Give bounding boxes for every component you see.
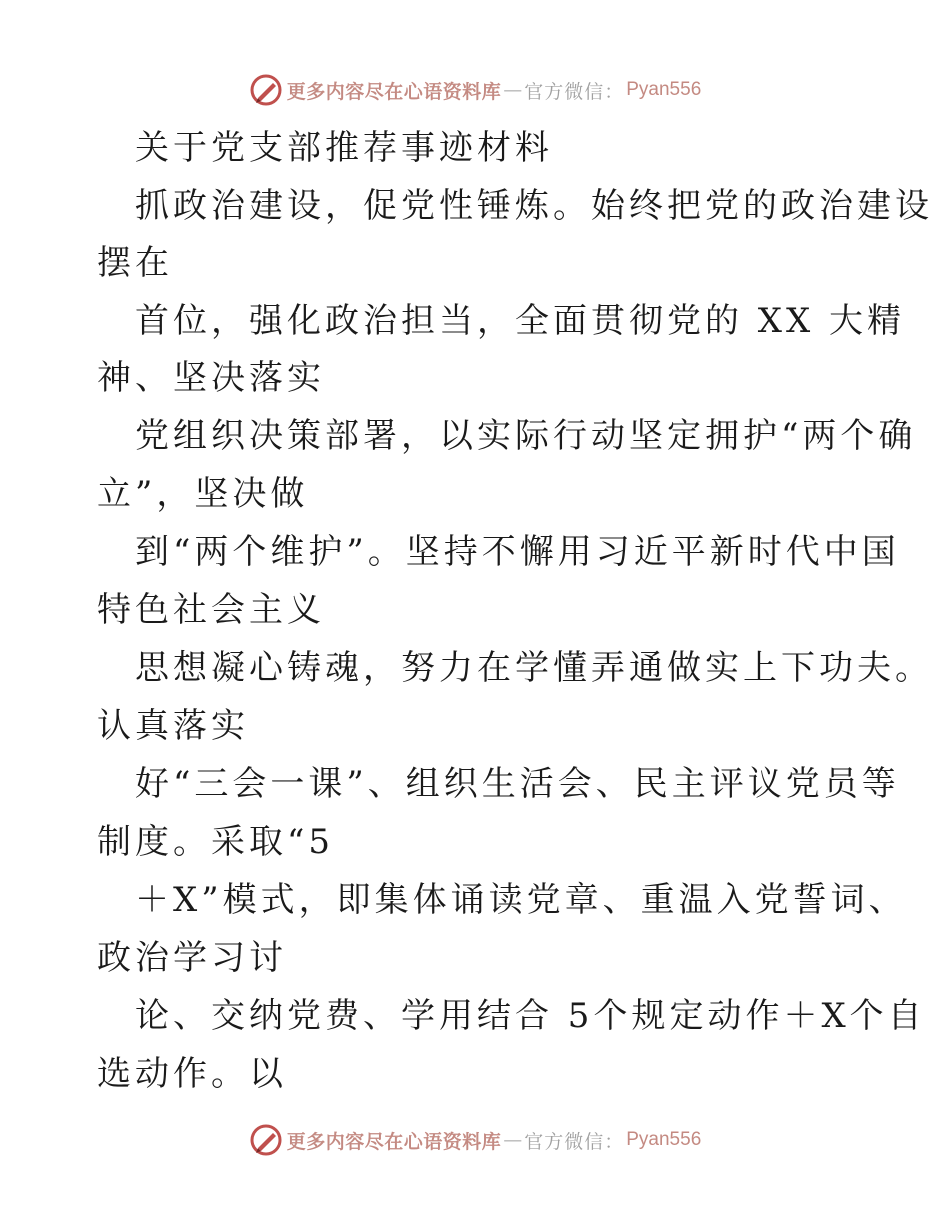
paragraph-line: 摆在: [97, 243, 173, 283]
paragraph-line: 抓政治建设，促党性锤炼。始终把党的政治建设: [135, 186, 933, 226]
footer-banner: [0, 1120, 950, 1160]
pen-logo-icon: [249, 1123, 283, 1157]
banner-wechat-id: Pyan556: [626, 1129, 702, 1150]
paragraph-line: 论、交纳党费、学用结合 5个规定动作＋X个自: [135, 996, 926, 1036]
paragraph-line: 特色社会主义: [97, 590, 325, 630]
paragraph-line: 党组织决策部署，以实际行动坚定拥护“两个确: [135, 416, 917, 456]
paragraph-line: 思想凝心铸魂，努力在学懂弄通做实上下功夫。: [135, 648, 933, 688]
paragraph-line: 选动作。以: [97, 1054, 287, 1094]
paragraph-line: 首位，强化政治担当，全面贯彻党的 XX 大精: [135, 301, 906, 341]
document-title: 关于党支部推荐事迹材料: [135, 128, 553, 168]
banner-wechat-label: 官方微信：: [524, 1130, 625, 1153]
header-banner: [0, 70, 950, 110]
pen-logo-icon: [249, 73, 283, 107]
banner-dash: —: [503, 79, 523, 101]
paragraph-line: 制度。采取“5: [97, 822, 335, 862]
banner-site-text: 更多内容尽在心语资料库: [286, 1130, 502, 1153]
paragraph-line: 立”，坚决做: [97, 474, 309, 514]
banner-dash: —: [503, 1129, 523, 1151]
paragraph-line: 神、坚决落实: [97, 358, 325, 398]
paragraph-line: 政治学习讨: [97, 938, 287, 978]
banner-site-text: 更多内容尽在心语资料库: [286, 80, 502, 103]
banner-wechat-label: 官方微信：: [524, 80, 625, 103]
banner-wechat-id: Pyan556: [626, 79, 702, 100]
paragraph-line: ＋X”模式，即集体诵读党章、重温入党誓词、: [135, 880, 907, 920]
paragraph-line: 认真落实: [97, 706, 249, 746]
paragraph-line: 到“两个维护”。坚持不懈用习近平新时代中国: [135, 532, 900, 572]
paragraph-line: 好“三会一课”、组织生活会、民主评议党员等: [135, 764, 900, 804]
